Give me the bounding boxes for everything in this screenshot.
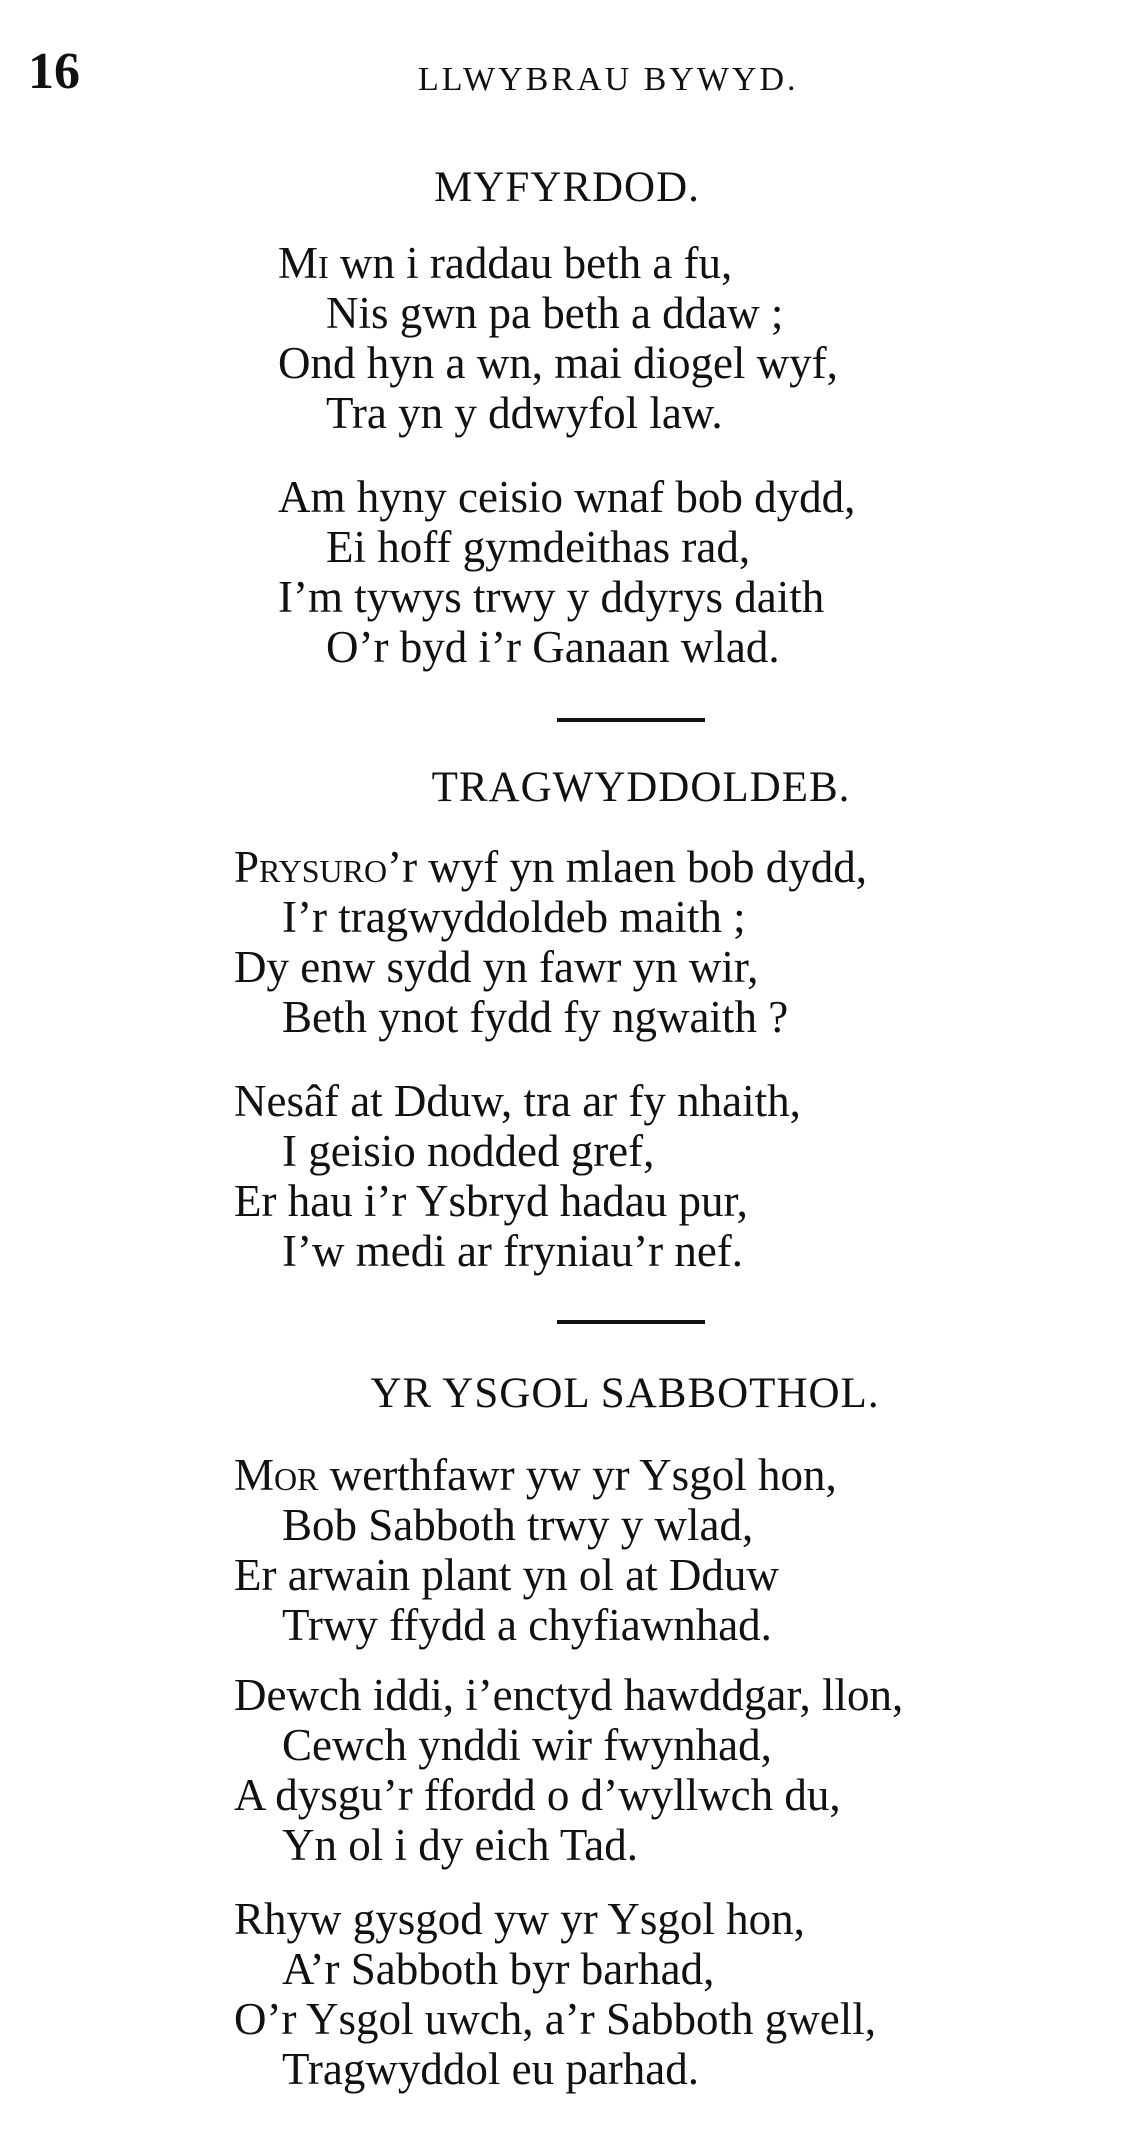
poem-line: Er arwain plant yn ol at Dduw	[234, 1550, 779, 1600]
poem-line: A’r Sabboth byr barhad,	[282, 1944, 715, 1994]
page-number: 16	[28, 43, 80, 100]
poem-line	[234, 842, 867, 892]
line-text: wn i raddau beth a fu,	[328, 238, 733, 288]
poem-line: Ei hoff gymdeithas rad,	[326, 522, 751, 572]
stanza	[278, 238, 838, 438]
poem-title-myfyrdod: MYFYRDOD.	[434, 164, 700, 211]
poem-line: Trwy ffydd a chyfiawnhad.	[282, 1600, 772, 1650]
poem-line: Dewch iddi, i’enctyd hawddgar, llon,	[234, 1670, 904, 1720]
poem-line: Cewch ynddi wir fwynhad,	[282, 1720, 772, 1770]
poem-line: Nis gwn pa beth a ddaw ;	[326, 288, 784, 338]
stanza	[234, 1894, 876, 2094]
poem-line: I’w medi ar fryniau’r nef.	[282, 1226, 744, 1276]
poem-line: I’m tywys trwy y ddyrys daith	[278, 572, 825, 622]
poem-title-tragwyddoldeb: TRAGWYDDOLDEB.	[431, 764, 851, 811]
poem-line: Rhyw gysgod yw yr Ysgol hon,	[234, 1894, 805, 1944]
poem-line: A dysgu’r ffordd o d’wyllwch du,	[234, 1770, 841, 1820]
line-text: ’r wyf yn mlaen bob dydd,	[387, 842, 867, 892]
first-word: Mor	[234, 1450, 319, 1500]
poem-line: Am hyny ceisio wnaf bob dydd,	[278, 472, 856, 522]
poem-line: Tragwyddol eu parhad.	[282, 2044, 700, 2094]
running-title: LLWYBRAU BYWYD.	[418, 61, 799, 98]
poem-line	[234, 1450, 837, 1500]
poem-title-yr-ysgol-sabbothol: YR YSGOL SABBOTHOL.	[370, 1370, 880, 1417]
section-divider	[557, 1320, 705, 1324]
poem-line: I geisio nodded gref,	[282, 1126, 655, 1176]
stanza	[234, 842, 867, 1042]
poem-line	[278, 238, 838, 288]
poem-line: O’r byd i’r Ganaan wlad.	[326, 622, 780, 672]
stanza	[234, 1670, 903, 1870]
poem-line: Nesâf at Dduw, tra ar fy nhaith,	[234, 1076, 801, 1126]
section-divider	[557, 718, 705, 722]
first-word: Mi	[278, 238, 329, 288]
poem-line: Yn ol i dy eich Tad.	[282, 1820, 638, 1870]
poem-line: Dy enw sydd yn fawr yn wir,	[234, 942, 759, 992]
poem-line: O’r Ysgol uwch, a’r Sabboth gwell,	[234, 1994, 876, 2044]
stanza	[278, 472, 855, 672]
poem-line: Beth ynot fydd fy ngwaith ?	[282, 992, 789, 1042]
stanza	[234, 1450, 837, 1650]
stanza	[234, 1076, 801, 1276]
line-text: werthfawr yw yr Ysgol hon,	[318, 1450, 837, 1500]
poem-line: Tra yn y ddwyfol law.	[326, 388, 723, 438]
poem-line: I’r tragwyddoldeb maith ;	[282, 892, 746, 942]
first-word: Prysuro	[234, 842, 388, 892]
poem-line: Er hau i’r Ysbryd hadau pur,	[234, 1176, 748, 1226]
poem-line: Bob Sabboth trwy y wlad,	[282, 1500, 754, 1550]
poem-line: Ond hyn a wn, mai diogel wyf,	[278, 338, 838, 388]
